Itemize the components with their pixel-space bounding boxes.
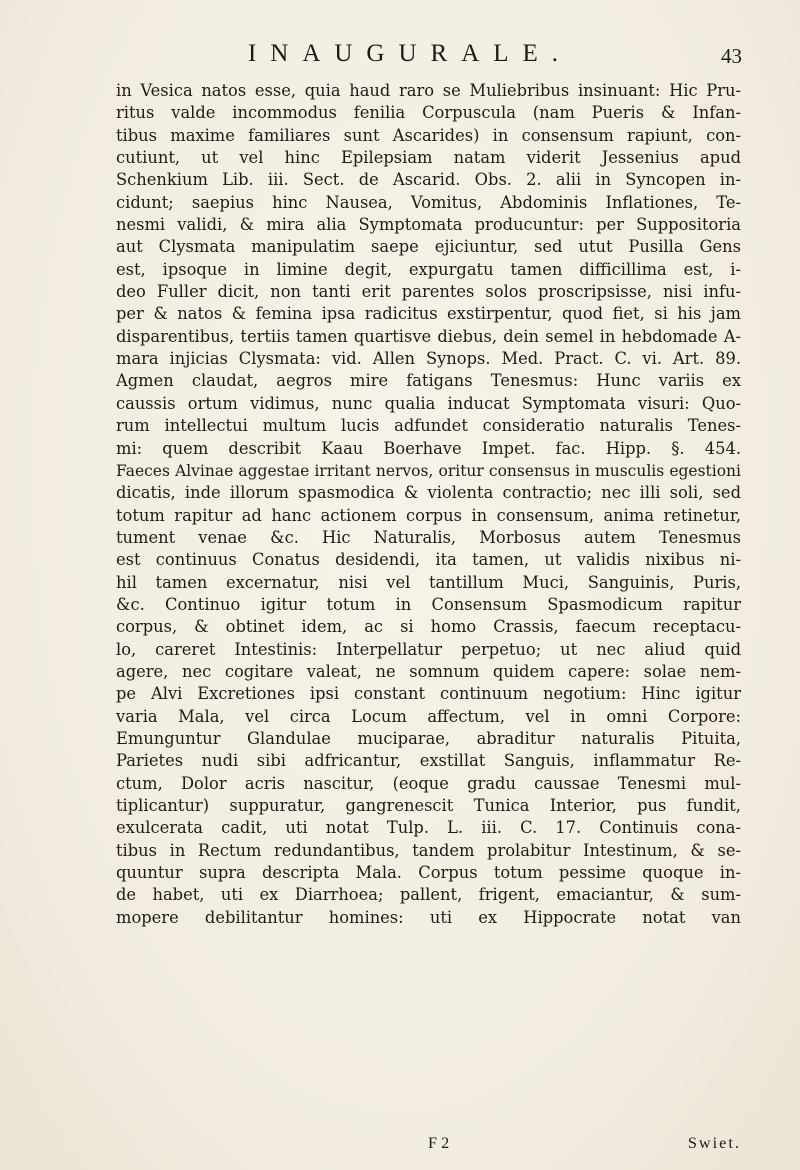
running-title: INAUGURALE.: [247, 40, 573, 67]
catchword: Swiet.: [687, 1133, 741, 1152]
text-line: per & natos & femina ipsa radicitus exstirpentur, quod fiet, si his jam: [116, 304, 741, 324]
text-line: Emunguntur Glandulae muciparae, abraditur naturalis Pituita,: [116, 728, 741, 748]
text-line: cutiunt, ut vel hinc Epilepsiam natam viderit Jessenius apud: [116, 148, 741, 168]
text-line: lo, careret Intestinis: Interpellatur perpetuo; ut nec aliud quid: [116, 639, 741, 659]
text-line: dicatis, inde illorum spasmodica & violenta contractio; nec illi soli, sed: [116, 483, 741, 503]
text-line: tiplicantur) suppuratur, gangrenescit Tunica Interior, pus fundit,: [116, 796, 741, 815]
text-line: tument venae &c. Hic Naturalis, Morbosus autem Tenesmus: [116, 527, 741, 547]
text-line: hil tamen excernatur, nisi vel tantillum Muci, Sanguinis, Puris,: [116, 572, 741, 592]
body-text: [116, 80, 741, 929]
footer-line: [116, 1133, 741, 1155]
text-line: aut Clysmata manipulatim saepe ejiciuntur, sed utut Pusilla Gens: [116, 237, 741, 257]
text-line: Schenkium Lib. iii. Sect. de Ascarid. Obs. 2. alii in Syncopen in-: [116, 170, 741, 190]
text-line: disparentibus, tertiis tamen quartisve diebus, dein semel in hebdomade A-: [116, 326, 741, 346]
text-line: ctum, Dolor acris nascitur, (eoque gradu caussae Tenesmi mul-: [116, 773, 741, 793]
text-line: de habet, uti ex Diarrhoea; pallent, frigent, emaciantur, & sum-: [116, 885, 741, 905]
text-line: tibus maxime familiares sunt Ascarides) in consensum rapiunt, con-: [116, 125, 741, 145]
page-number: 43: [721, 44, 742, 68]
text-line: mopere debilitantur homines: uti ex Hippocrate notat van: [116, 907, 741, 927]
text-line: deo Fuller dicit, non tanti erit parentes solos proscripsisse, nisi infu-: [116, 282, 741, 302]
text-line: exulcerata cadit, uti notat Tulp. L. iii. C. 17. Continuis cona-: [116, 818, 741, 838]
text-line: caussis ortum vidimus, nunc qualia inducat Symptomata visuri: Quo-: [116, 393, 741, 413]
text-line: varia Mala, vel circa Locum affectum, vel in omni Corpore:: [116, 706, 741, 726]
text-line: nesmi validi, & mira alia Symptomata producuntur: per Suppositoria: [116, 215, 741, 235]
text-line: mi: quem describit Kaau Boerhave Impet. fac. Hipp. §. 454.: [116, 438, 741, 458]
text-line: rum intellectui multum lucis adfundet consideratio naturalis Tenes-: [116, 416, 741, 436]
text-line: pe Alvi Excretiones ipsi constant continuum negotium: Hinc igitur: [116, 684, 741, 704]
text-line: &c. Continuo igitur totum in Consensum Spasmodicum rapitur: [116, 594, 741, 614]
text-line: Parietes nudi sibi adfricantur, exstillat Sanguis, inflammatur Re-: [116, 751, 741, 771]
text-line: agere, nec cogitare valeat, ne somnum quidem capere: solae nem-: [116, 661, 741, 681]
text-line: cidunt; saepius hinc Nausea, Vomitus, Abdominis Inflationes, Te-: [116, 192, 741, 212]
text-line: Agmen claudat, aegros mire fatigans Tenesmus: Hunc variis ex: [116, 371, 741, 391]
text-line: Faeces Alvinae aggestae irritant nervos, oritur consensus in musculis egestioni: [116, 461, 741, 480]
signature-mark: F 2: [428, 1133, 450, 1152]
text-line: in Vesica natos esse, quia haud raro se Muliebribus insinuant: Hic Pru-: [116, 81, 741, 100]
text-line: mara injicias Clysmata: vid. Allen Synops. Med. Pract. C. vi. Art. 89.: [116, 349, 741, 369]
text-line: totum rapitur ad hanc actionem corpus in consensum, anima retinetur,: [116, 505, 741, 525]
text-line: est, ipsoque in limine degit, expurgatu tamen difficillima est, i-: [116, 259, 741, 279]
text-line: corpus, & obtinet idem, ac si homo Crassis, faecum receptacu-: [116, 617, 741, 637]
text-line: ritus valde incommodus fenilia Corpuscula (nam Pueris & Infan-: [116, 103, 741, 123]
text-line: est continuus Conatus desidendi, ita tamen, ut validis nixibus ni-: [116, 550, 741, 570]
text-line: tibus in Rectum redundantibus, tandem prolabitur Intestinum, & se-: [116, 840, 741, 860]
text-line: quuntur supra descripta Mala. Corpus totum pessime quoque in-: [116, 863, 741, 883]
